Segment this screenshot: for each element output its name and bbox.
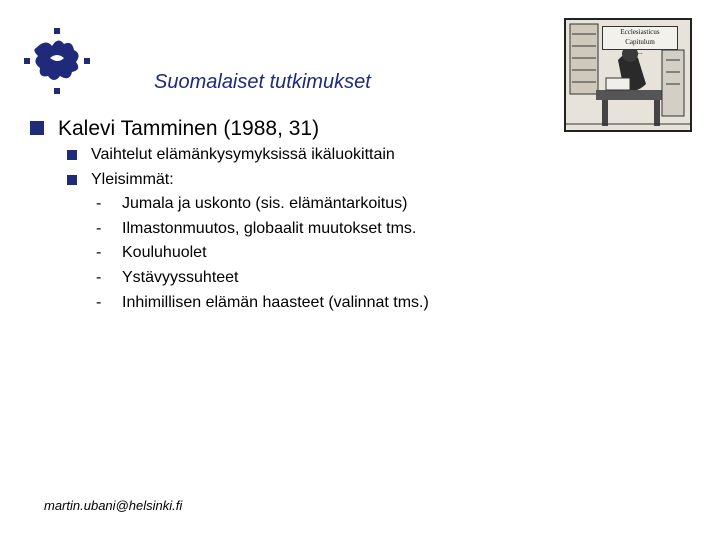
woodcut-illustration xyxy=(564,18,692,132)
sub-bullet-text: Vaihtelut elämänkysymyksissä ikäluokittain xyxy=(91,146,395,163)
square-bullet-icon xyxy=(67,175,77,185)
dash-marker: - xyxy=(96,220,102,237)
list-item-text: Jumala ja uskonto (sis. elämäntarkoitus) xyxy=(122,195,408,212)
list-item-text: Ystävyyssuhteet xyxy=(122,269,239,286)
main-bullet-text: Kalevi Tamminen (1988, 31) xyxy=(58,117,320,140)
list-item-text: Ilmastonmuutos, globaalit muutokset tms. xyxy=(122,220,417,237)
university-logo-icon xyxy=(24,28,90,94)
page-title: Suomalaiset tutkimukset xyxy=(154,71,371,93)
square-bullet-icon xyxy=(30,121,44,135)
list-item-text: Kouluhuolet xyxy=(122,244,207,261)
woodcut-banner-text: Ecclesiasticus Capitulum ... xyxy=(602,26,678,50)
dash-marker: - xyxy=(96,195,102,212)
list-item-text: Inhimillisen elämän haasteet (valinnat tms.) xyxy=(122,294,429,311)
dash-marker: - xyxy=(96,269,102,286)
dash-marker: - xyxy=(96,244,102,261)
footer-email: martin.ubani@helsinki.fi xyxy=(44,498,183,513)
dash-marker: - xyxy=(96,294,102,311)
square-bullet-icon xyxy=(67,150,77,160)
sub-bullet-text: Yleisimmät: xyxy=(91,171,174,188)
